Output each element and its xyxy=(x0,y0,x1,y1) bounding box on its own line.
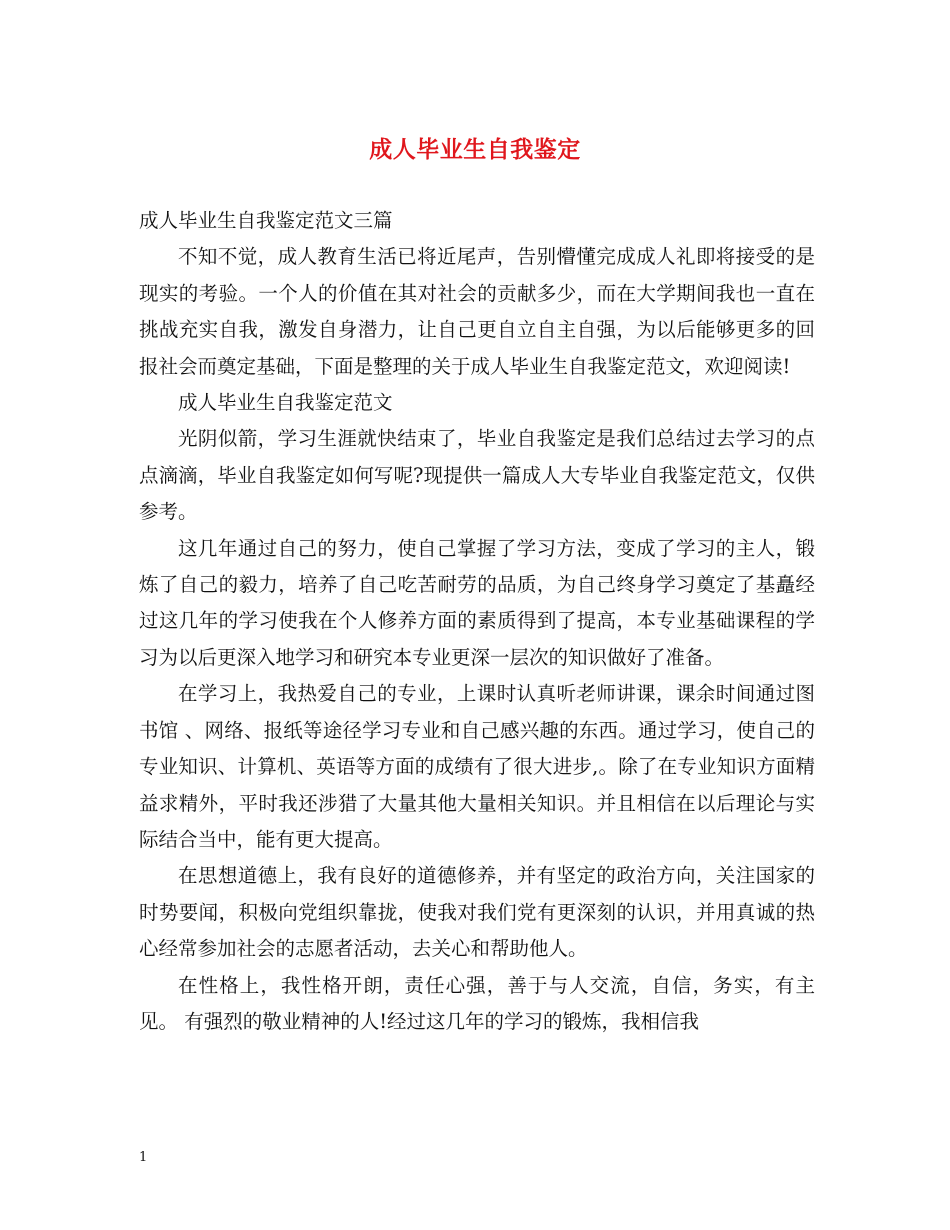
body-paragraph-4: 在思想道德上，我有良好的道德修养，并有坚定的政治方向，关注国家的时势要闻，积极向党组织靠拢，使我对我们党有更深刻的认识，并用真诚的热心经常参加社会的志愿者活动，去关心和帮助他人。 xyxy=(139,864,815,961)
document-body xyxy=(139,203,815,1040)
section-heading-paragraph: 成人毕业生自我鉴定范文 xyxy=(178,391,393,415)
body-paragraph-1: 光阴似箭，学习生涯就快结束了，毕业自我鉴定是我们总结过去学习的点点滴滴，毕业自我鉴定如何写呢?现提供一篇成人大专毕业自我鉴定范文，仅供参考。 xyxy=(139,427,815,524)
document-title: 成人毕业生自我鉴定 xyxy=(369,136,581,163)
body-paragraph-3: 在学习上，我热爱自己的专业，上课时认真听老师讲课，课余时间通过图书馆 、网络、报纸等途径学习专业和自己感兴趣的东西。通过学习，使自己的专业知识、计算机、英语等方面的成绩有了很大进步,。除了在专业知识方面精益求精外，平时我还涉猎了大量其他大量相关知识。并且相信在以后理论与实际结合当中，能有更大提高。 xyxy=(139,682,815,851)
body-paragraph-5: 在性格上，我性格开朗，责任心强，善于与人交流，自信，务实，有主见。 有强烈的敬业精神的人!经过这几年的学习的锻炼，我相信我 xyxy=(139,973,815,1033)
page-number: 1 xyxy=(139,1150,148,1165)
body-paragraph-2: 这几年通过自己的努力，使自己掌握了学习方法，变成了学习的主人，锻炼了自己的毅力，培养了自己吃苦耐劳的品质，为自己终身学习奠定了基矗经过这几年的学习使我在个人修养方面的素质得到了提高，本专业基础课程的学习为以后更深入地学习和研究本专业更深一层次的知识做好了准备。 xyxy=(139,536,815,669)
subtitle-paragraph: 成人毕业生自我鉴定范文三篇 xyxy=(139,209,393,232)
intro-paragraph: 不知不觉，成人教育生活已将近尾声，告别懵懂完成成人礼即将接受的是现实的考验。一个人的价值在其对社会的贡献多少，而在大学期间我也一直在挑战充实自我，激发自身潜力，让自己更自立自主自强，为以后能够更多的回报社会而奠定基础，下面是整理的关于成人毕业生自我鉴定范文，欢迎阅读! xyxy=(139,245,815,378)
